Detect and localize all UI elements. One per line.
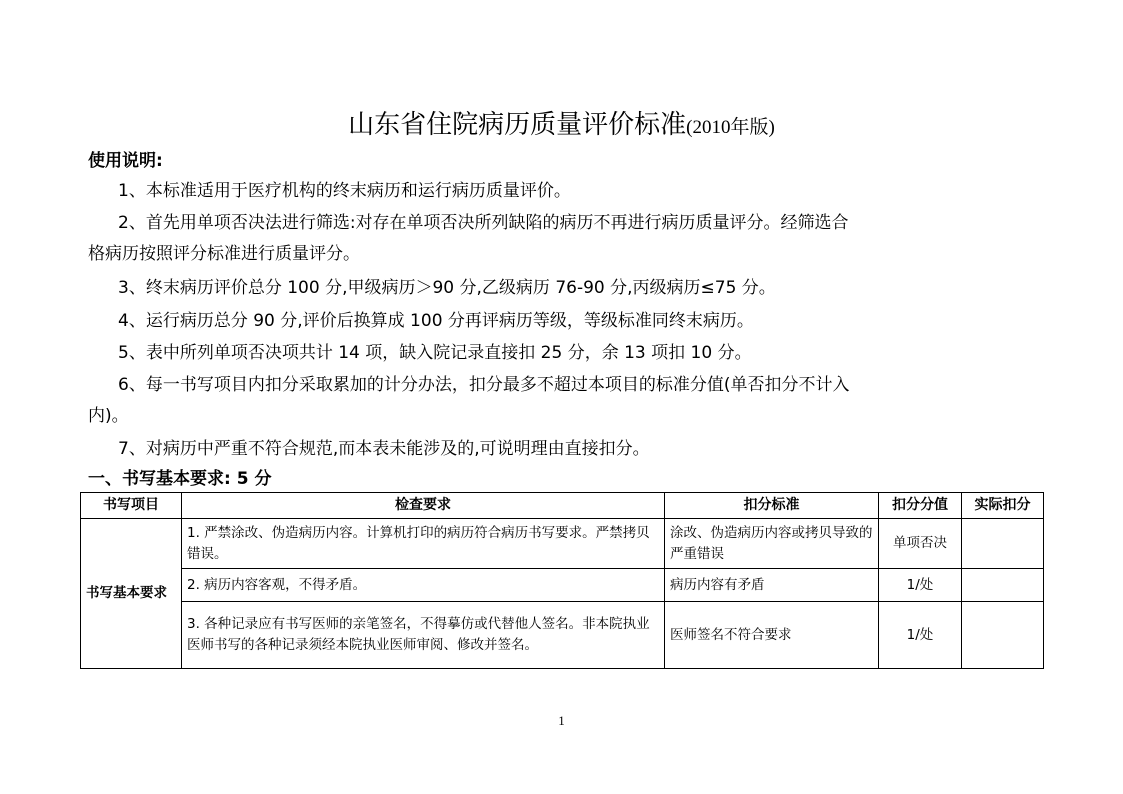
table-header-row [81, 493, 1044, 519]
actual-score-cell[interactable] [962, 519, 1044, 569]
requirement-cell: 1. 严禁涂改、伪造病历内容。计算机打印的病历符合病历书写要求。严禁拷贝错误。 [182, 519, 665, 569]
header-actual: 实际扣分 [962, 493, 1044, 519]
header-standard: 扣分标准 [665, 493, 879, 519]
actual-score-cell[interactable] [962, 569, 1044, 602]
instruction-6-cont: 内)。 [88, 406, 129, 426]
standard-cell: 涂改、伪造病历内容或拷贝导致的严重错误 [665, 519, 879, 569]
usage-heading: 使用说明: [88, 151, 163, 171]
instruction-7: 7、对病历中严重不符合规范,而本表未能涉及的,可说明理由直接扣分。 [118, 439, 650, 459]
value-cell: 1/处 [879, 602, 962, 669]
table-row [81, 519, 1044, 569]
header-item: 书写项目 [81, 493, 182, 519]
requirement-cell: 2. 病历内容客观，不得矛盾。 [182, 569, 665, 602]
title-main: 山东省住院病历质量评价标准 [348, 110, 687, 140]
instruction-5: 5、表中所列单项否决项共计 14 项，缺入院记录直接扣 25 分，余 13 项扣 10 分。 [118, 343, 752, 363]
table-row [81, 602, 1044, 669]
instruction-2: 2、首先用单项否决法进行筛选:对存在单项否决所列缺陷的病历不再进行病历质量评分。经筛选合 [118, 213, 849, 233]
instruction-2-cont: 格病历按照评分标准进行质量评分。 [88, 244, 360, 264]
header-requirement: 检查要求 [182, 493, 665, 519]
actual-score-cell[interactable] [962, 602, 1044, 669]
category-cell: 书写基本要求 [81, 519, 182, 669]
requirement-cell: 3. 各种记录应有书写医师的亲笔签名，不得摹仿或代替他人签名。非本院执业医师书写的各种记录须经本院执业医师审阅、修改并签名。 [182, 602, 665, 669]
instruction-6: 6、每一书写项目内扣分采取累加的计分办法，扣分最多不超过本项目的标准分值(单否扣分不计入 [118, 375, 850, 395]
page-title [0, 108, 1123, 145]
instruction-4: 4、运行病历总分 90 分,评价后换算成 100 分再评病历等级，等级标准同终末病历。 [118, 311, 754, 331]
header-value: 扣分分值 [879, 493, 962, 519]
title-edition: (2010年版) [686, 117, 775, 138]
page-number: 1 [558, 713, 565, 728]
section-heading: 一、书写基本要求: 5 分 [88, 469, 272, 489]
criteria-table [80, 492, 1044, 669]
value-cell: 单项否决 [879, 519, 962, 569]
value-cell: 1/处 [879, 569, 962, 602]
instruction-1: 1、本标准适用于医疗机构的终末病历和运行病历质量评价。 [118, 181, 571, 201]
instruction-3: 3、终末病历评价总分 100 分,甲级病历＞90 分,乙级病历 76-90 分,丙级病历≤75 分。 [118, 278, 776, 298]
table-row [81, 569, 1044, 602]
standard-cell: 病历内容有矛盾 [665, 569, 879, 602]
standard-cell: 医师签名不符合要求 [665, 602, 879, 669]
